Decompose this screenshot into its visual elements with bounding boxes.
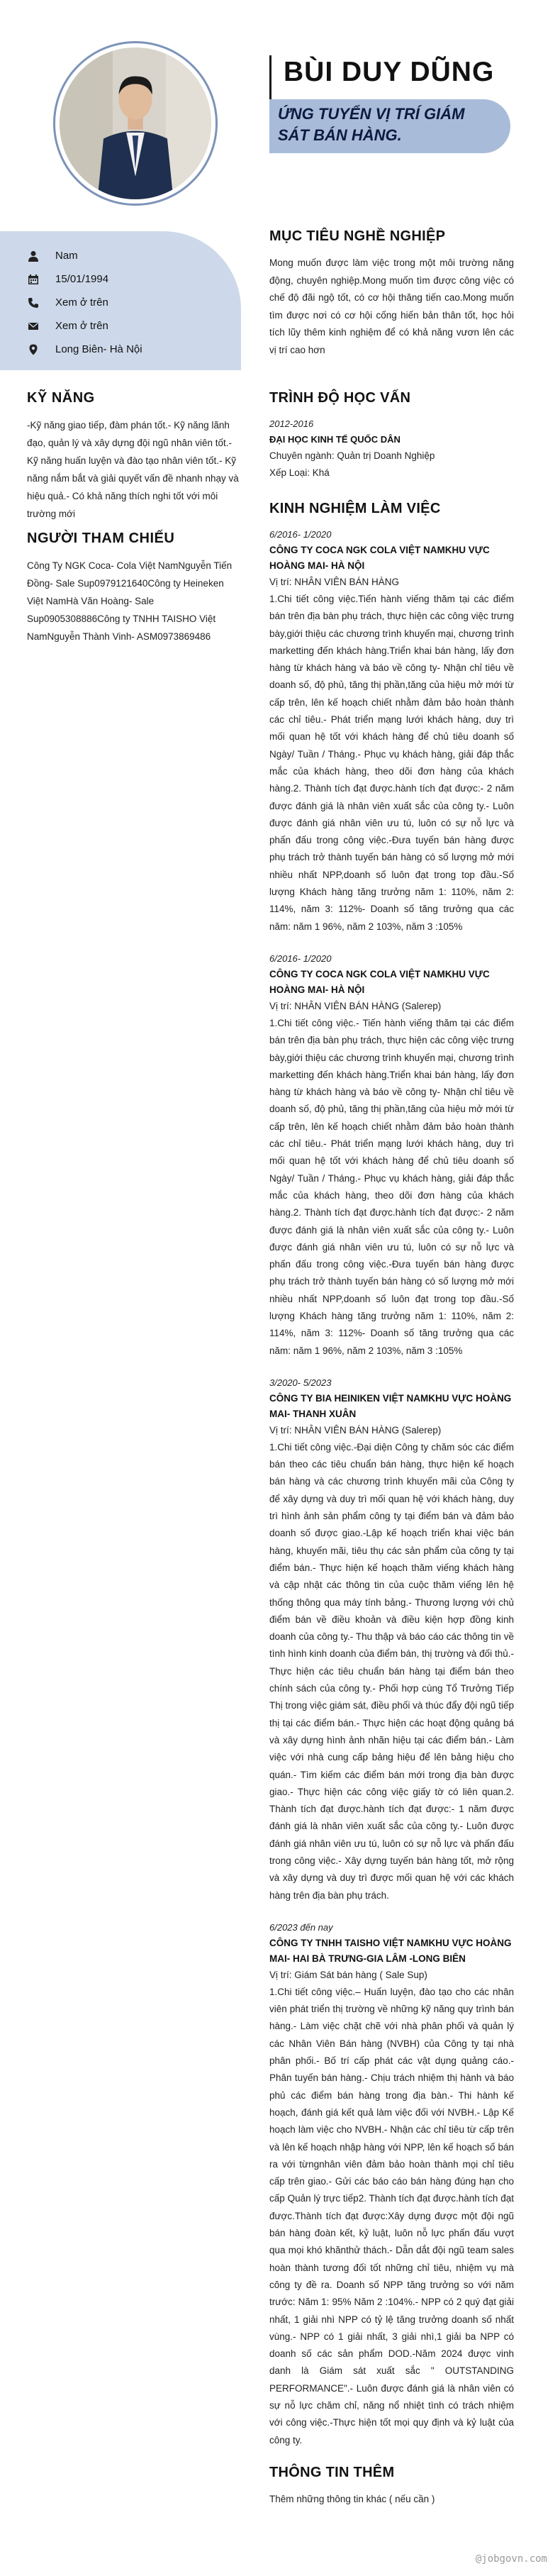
job-date: 6/2023 đến nay <box>269 1921 333 1933</box>
position-title: ỨNG TUYỂN VỊ TRÍ GIÁM SÁT BÁN HÀNG. <box>278 105 465 144</box>
references-text: Công Ty NGK Coca- Cola Việt NamNguyễn Tiến Đồng- Sale Sup0979121640Công ty Heineken Việt NamHà Văn Hoàng- Sale Sup0905308886Công ty TNHH TAISHO Việt NamNguyễn Thành Vinh- ASM0973869486 <box>27 560 233 642</box>
job-role: Vị trí: NHÂN VIÊN BÁN HÀNG <box>269 577 400 587</box>
more-info-title: THÔNG TIN THÊM <box>269 2464 395 2480</box>
contact-list <box>27 244 142 361</box>
contact-birthday <box>27 267 142 291</box>
job-date: 3/2020- 5/2023 <box>269 1377 332 1388</box>
job-entry <box>269 527 514 936</box>
contact-birthday-text: 15/01/1994 <box>55 273 109 285</box>
job-entry <box>269 951 514 1360</box>
candidate-name: BÙI DUY DŨNG <box>284 57 495 87</box>
contact-address-text: Long Biên- Hà Nội <box>55 343 142 355</box>
skills-section <box>27 390 240 523</box>
calendar-icon <box>27 273 40 286</box>
more-info-section <box>269 2465 514 2509</box>
job-company: CÔNG TY TNHH TAISHO VIỆT NAMKHU VỰC HOÀNG MAI- HAI BÀ TRƯNG-GIA LÂM -LONG BIÊN <box>269 1937 512 1964</box>
email-icon <box>27 320 40 333</box>
job-description: 1.Chi tiết công việc.-Đại diện Công ty chăm sóc các điểm bán theo các tiêu chuẩn bán hàng, thực hiện kế hoạch bán hàng và các chương trình khuyến mãi của Công ty để xây dựng và duy trì mối quan hệ với khách hàng, duy trì hình ảnh sản phẩm công ty tại điểm bán và đảm bảo doanh số được giao.-Lập kế hoạch triển khai việc bán hàng, khuyến mãi, tiêu thụ các sản phẩm của công ty tại điểm bán.- Thực hiện kế hoạch thăm viếng khách hàng và cập nhật các thông tin của cuộc thăm viếng lên hệ thống thông qua máy tính bảng.- Thương lượng với chủ điểm bán về điều khoản và điều kiện hợp đồng kinh doanh của công ty.- Thu thập và báo cáo các thông tin về tình hình kinh doanh của điểm bán, thị trường và đối thủ.- Thực hiện các tiêu chuẩn bán hàng tại điểm bán theo chính sách của công ty.- Phối hợp cùng Tổ Trưởng Tiếp Thị trong việc giám sát, điều phối và thúc đẩy đội ngũ tiếp thị tại các điểm bán.- Thực hiện các hoạt động quảng bá và xây dựng hình ảnh nhãn hiệu tại các điểm bán.- Làm việc với nhà cung cấp bảng hiệu để lên bảng hiệu cho quán.- Tìm kiếm các điểm bán mới trong địa bàn được giao.- Thực hiện các công việc giấy tờ có liên quan.2. Thành tích đạt được.hành tích đạt được:- 1 năm được đánh giá là nhân viên xuất sắc của công ty.- Luôn được đánh giá nhân viên ưu tú, luôn có sự nỗ lực và phấn đấu trong công việc.- Xây dựng tuyến bán hàng tốt, mở rộng và xây dựng và duy trì được mối quan hệ với các khách hàng trên địa bàn phụ trách. <box>269 1441 514 1901</box>
more-info-text: Thêm những thông tin khác ( nếu cần ) <box>269 2493 435 2504</box>
avatar-photo-icon <box>60 48 211 199</box>
education-school: ĐẠI HỌC KINH TẾ QUỐC DÂN <box>269 434 401 445</box>
job-description: 1.Chi tiết công việc.– Huấn luyện, đào tạo cho các nhân viên phát triển thị trường về những kỹ năng quy trình bán hàng.- Làm việc chặt chẽ với nhà phân phối và quản lý các Nhân Viên Bán hàng (NVBH) của Công ty tại nhà phân phối.- Bố trí cấp phát các vật dụng quảng cáo.- Phân tuyến bán hàng.- Chịu trách nhiệm thị hành và báo phủ các điểm bán hàng trong địa bàn.- Thi hành kế hoạch, đánh giá kết quả làm việc đối với NVBH.- Lập Kế hoạch làm việc cho NVBH.- Nhận các chỉ tiêu từ cấp trên và lên kế hoạch nhập hàng với NPP, lên kế hoạch số bán ra với từngnhân viên đảm bảo hoàn thành mọi chỉ tiêu cấp trên giao.- Gửi các báo cáo bán hàng đúng hạn cho cấp Quản lý trực tiếp2. Thành tích đạt được.hành tích đạt được.Thành tích đạt được:Xây dựng được một đội ngũ bán hàng đoàn kết, kỷ luật, luôn nỗ lực phấn đấu vượt qua mọi khó khănthử thách.- Dẫn dắt đội ngũ team sales hoàn thành tương đối tốt những chỉ tiêu, nhiệm vụ mà công ty đề ra. Doanh số NPP tăng trưởng so với năm trước: Năm 1: 95% Năm 2 :104%.- NPP có 2 quý đạt giải nhất, 1 giải nhì NPP có tỷ lệ tăng trưởng doanh số nhất vùng.- NPP có 1 giải nhất, 3 giải nhì,1 giải ba NPP có doanh số các sản phẩm DOD.-Năm 2024 được vinh danh là Giám sát xuất sắc " OUTSTANDING PERFORMANCE".- Luôn được đánh giá là nhân viên có sự nỗ lực chăm chỉ, năng nổ nhiệt tình có trách nhiệm với công việc.-Thực hiện tốt mọi quy định và kỷ luật của công ty. <box>269 1986 514 2445</box>
job-company: CÔNG TY COCA NGK COLA VIỆT NAMKHU VỰC HOÀNG MAI- HÀ NỘI <box>269 968 490 995</box>
job-entry <box>269 1375 514 1904</box>
references-title: NGƯỜI THAM CHIẾU <box>27 531 175 546</box>
education-title: TRÌNH ĐỘ HỌC VẤN <box>269 390 411 406</box>
contact-gender <box>27 244 142 267</box>
education-date: 2012-2016 <box>269 418 314 429</box>
phone-icon <box>27 296 40 309</box>
job-role: Vị trí: Giám Sát bán hàng ( Sale Sup) <box>269 1969 427 1980</box>
watermark: @jobgovn.com <box>475 2553 547 2565</box>
job-role: Vị trí: NHÂN VIÊN BÁN HÀNG (Salerep) <box>269 1424 442 1436</box>
experience-section <box>269 501 514 2508</box>
avatar <box>60 48 211 199</box>
skills-text: -Kỹ năng giao tiếp, đàm phán tốt.- Kỹ năng lãnh đạo, quản lý và xây dựng đội ngũ nhân viên tốt.- Kỹ năng huấn luyện và đào tạo nhân viên tốt.- Kỹ năng nắm bắt và giải quyết vấn đề nhanh nhạy và hiệu quả.- Có khả năng thích nghi tốt với môi trường mới <box>27 420 239 519</box>
avatar-frame <box>53 41 218 206</box>
contact-email[interactable] <box>27 314 142 338</box>
job-description: 1.Chi tiết công việc.- Tiến hành viếng thăm tại các điểm bán trên địa bàn phụ trách, thực hiện các công việc trưng bày,giới thiệu các chương trình khuyến mại, chương trình marketting đến khách hàng.Triển khai bán hàng, lấy đơn hàng từ khách hàng và báo về công ty- Nhận chỉ tiêu về doanh số, độ phủ, tăng thị phần,tăng của hiệu mở mới từ cấp trên, lên kế hoạch chiết nhằm đảm bảo hoàn thành các chỉ tiêu.- Phát triển mạng lưới khách hàng, duy trì mối quan hệ tốt với khách hàng để chủ tiêu doanh số Ngày/ Tuần / Tháng.- Phục vụ khách hàng, giải đáp thắc mắc của khách hàng, theo dõi đơn hàng của khách hàng.2. Thành tích đạt được.hành tích đạt được:- 2 năm được đánh giá là nhân viên xuất sắc của công ty.- Luôn được đánh giá nhân viên ưu tú, luôn có sự nỗ lực và phấn đấu trong công việc.-Đưa tuyến bán hàng được phụ trách trở thành tuyến bán hàng có số lượng mở mới nhiều nhất NPP,doanh số luôn đạt trong top đầu.-Số lượng Khách hàng tăng trưởng năm 1: 110%, năm 2: 114%, năm 3: 112%- Doanh số tăng trưởng qua các năm: năm 1 96%, năm 2 103%, năm 3 :105% <box>269 1017 514 1356</box>
references-section <box>27 531 240 645</box>
job-company: CÔNG TY COCA NGK COLA VIỆT NAMKHU VỰC HOÀNG MAI- HÀ NỘI <box>269 545 490 571</box>
job-date: 6/2016- 1/2020 <box>269 953 332 964</box>
contact-email-text: Xem ở trên <box>55 320 108 332</box>
job-role: Vị trí: NHÂN VIÊN BÁN HÀNG (Salerep) <box>269 1000 442 1011</box>
contact-address <box>27 338 142 361</box>
objective-title: MỤC TIÊU NGHỀ NGHIỆP <box>269 228 446 244</box>
job-entry <box>269 1920 514 2449</box>
objective-section <box>269 228 514 359</box>
experience-title: KINH NGHIỆM LÀM VIỆC <box>269 501 441 516</box>
left-column <box>0 0 241 2576</box>
location-icon <box>27 343 40 356</box>
education-major: Chuyên ngành: Quản trị Doanh Nghiệp <box>269 450 435 461</box>
job-company: CÔNG TY BIA HEINIKEN VIỆT NAMKHU VỰC HOÀNG MAI- THANH XUÂN <box>269 1392 512 1419</box>
objective-text: Mong muốn được làm việc trong một môi trường năng động, chuyên nghiệp.Mong muốn tìm được công việc có chế độ đãi ngộ tốt, có cơ hội thăng tiến cao.Mong muốn tìm được nơi có cơ hội cống hiến bản thân tốt, học hỏi tích lũy thêm kinh nghiệm để có khả năng vươn lên các vị trí cao hơn <box>269 257 514 355</box>
job-date: 6/2016- 1/2020 <box>269 529 332 540</box>
education-section <box>269 390 514 482</box>
contact-phone-text: Xem ở trên <box>55 296 108 309</box>
education-grade: Xếp Loại: Khá <box>269 467 330 478</box>
contact-gender-text: Nam <box>55 250 78 262</box>
contact-phone[interactable] <box>27 291 142 314</box>
skills-title: KỸ NĂNG <box>27 390 95 406</box>
job-description: 1.Chi tiết công việc.Tiến hành viếng thăm tại các điểm bán trên địa bàn phụ trách, thực hiện các công việc trưng bày,giới thiệu các chương trình khuyến mại, chương trình marketting đến khách hàng.Triển khai bán hàng, lấy đơn hàng từ khách hàng và báo về công ty- Nhận chỉ tiêu về doanh số, độ phủ, tăng thị phần,tăng của hiệu mở mới từ cấp trên, lên kế hoạch chiết nhằm đảm bảo hoàn thành các chỉ tiêu.- Phát triển mạng lưới khách hàng, duy trì mối quan hệ tốt với khách hàng để chủ tiêu doanh số Ngày/ Tuần / Tháng.- Phục vụ khách hàng, giải đáp thắc mắc của khách hàng, theo dõi đơn hàng của khách hàng.2. Thành tích đạt được.hành tích đạt được:- 2 năm được đánh giá là nhân viên xuất sắc của công ty.- Luôn được đánh giá nhân viên ưu tú, luôn có sự nỗ lực và phấn đấu trong công việc.-Đưa tuyến bán hàng được phụ trách trở thành tuyến bán hàng có số lượng mở mới nhiều nhất NPP,doanh số luôn đạt trong top đầu.-Số lượng Khách hàng tăng trưởng năm 1: 110%, năm 2: 114%, năm 3: 112%- Doanh số tăng trưởng qua các năm: năm 1 96%, năm 2 103%, năm 3 :105% <box>269 594 514 932</box>
user-icon <box>27 250 40 262</box>
